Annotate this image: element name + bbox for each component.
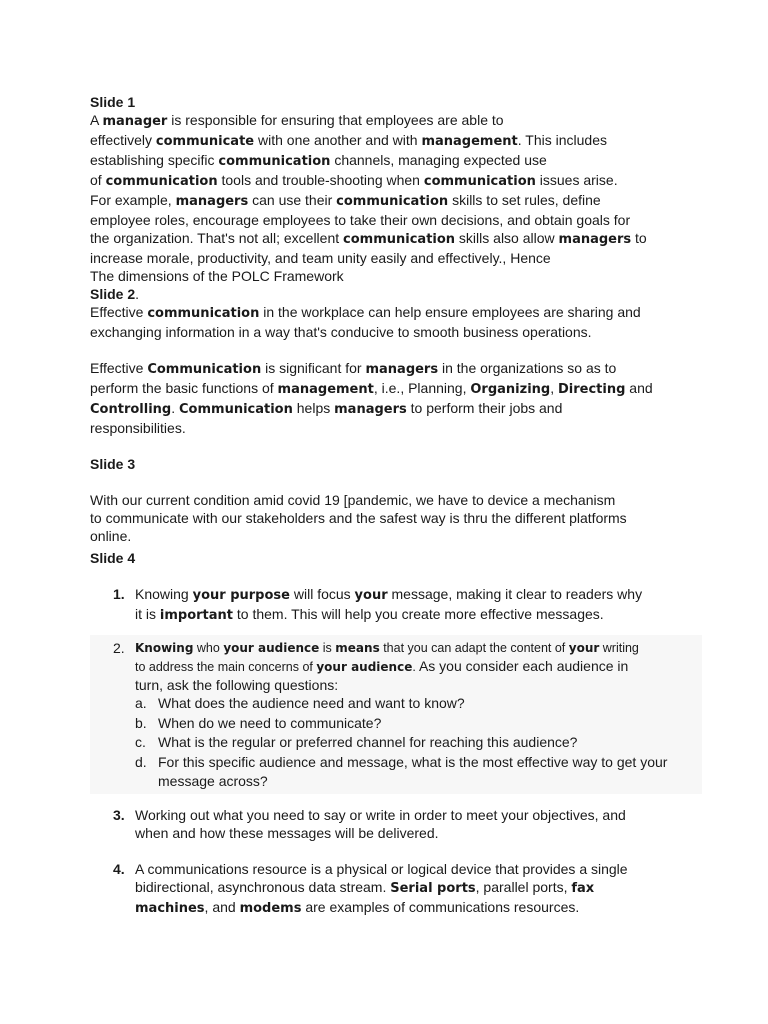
text-run: skills also allow [455, 230, 559, 246]
spacer [90, 625, 690, 635]
slide-3-heading: Slide 3 [90, 456, 136, 472]
text-run: to perform their jobs and [406, 400, 563, 416]
text-run: employee roles, encourage employees to take their own decisions, and obtain goals for [90, 212, 631, 228]
text-run: it is [135, 606, 160, 622]
text-run: to them. This will help you create more effective messages. [233, 606, 604, 622]
text-line [90, 399, 690, 419]
text-run: turn, ask the following questions: [135, 677, 339, 693]
text-run: to [631, 230, 647, 246]
text-run: , [550, 380, 558, 396]
bold-term: communication [423, 174, 536, 189]
text-line [90, 379, 690, 399]
bold-term: communication [147, 306, 260, 321]
text-run: issues arise. [535, 172, 618, 188]
text-run: is responsible for ensuring that employees are able to [167, 112, 504, 128]
text-run: increase morale, productivity, and team unity easily and effectively., Hence [90, 250, 551, 266]
text-run: writing [599, 641, 639, 655]
slide-2-heading-suffix: . [135, 286, 140, 302]
bold-term: your [354, 588, 388, 603]
slide-4-list [90, 585, 690, 918]
text-run: to address the main concerns of [135, 660, 317, 674]
bold-term: machines [135, 900, 205, 916]
text-run: helps [292, 400, 335, 416]
text-line [90, 419, 690, 437]
text-run: and [625, 380, 653, 396]
text-line [90, 131, 690, 151]
text-line [90, 171, 690, 191]
bold-term: communicate [155, 134, 255, 149]
text-run: with one another and with [254, 132, 422, 148]
list-item-3 [90, 806, 690, 842]
list-item-text [135, 860, 690, 918]
text-run: perform the basic functions of [90, 380, 278, 396]
bold-term: Knowing [135, 641, 194, 655]
bold-term: your [568, 641, 600, 655]
text-run: For example, [90, 192, 176, 208]
list-item-number: 4. [113, 860, 125, 877]
text-run: are examples of communications resources. [301, 898, 580, 915]
text-run: skills to set rules, define [448, 192, 601, 208]
question-text: What is the regular or preferred channel for reaching this audience? [158, 734, 578, 750]
question-text: For this specific audience and message, what is the most effective way to get your message across? [158, 753, 668, 789]
text-run: can use their [248, 192, 337, 208]
bold-term: communication [336, 194, 449, 209]
text-line [90, 491, 690, 509]
spacer [90, 437, 690, 455]
text-line [90, 303, 690, 323]
text-run: A communications resource is a physical or logical device that provides a single [135, 860, 628, 877]
bold-term: management [277, 382, 374, 397]
spacer [90, 567, 690, 585]
list-item-number: 2. [113, 640, 125, 656]
text-line [90, 151, 690, 171]
text-run: when and how these messages will be delivered. [135, 824, 439, 841]
bold-term: managers [558, 232, 632, 247]
question-item-b [135, 714, 702, 734]
text-run: is [319, 641, 336, 655]
spacer [90, 473, 690, 491]
bold-term: Serial ports [390, 880, 476, 896]
bold-term: modems [239, 900, 302, 916]
document-body [90, 93, 690, 918]
text-line [90, 111, 690, 131]
text-line [135, 898, 690, 918]
text-line [135, 676, 702, 694]
list-item-1 [90, 585, 690, 625]
text-run: , parallel ports, [475, 878, 572, 895]
text-run: in the organizations so as to [438, 360, 617, 376]
slide-3-paragraph [90, 491, 690, 545]
bold-term: important [159, 608, 233, 623]
text-line [135, 605, 690, 625]
question-letter: a. [135, 695, 147, 711]
text-run: . This includes [517, 132, 607, 148]
text-run: Effective [90, 360, 148, 376]
text-run: who [193, 641, 224, 655]
question-text: What does the audience need and want to know? [158, 695, 465, 711]
question-letter: c. [135, 734, 146, 750]
text-line [135, 878, 690, 898]
text-run: the organization. That's not all; excellent [90, 230, 344, 246]
text-run: A [90, 112, 103, 128]
slide-3-section [90, 455, 690, 545]
bold-term: Controlling [90, 402, 172, 417]
bold-term: management [421, 134, 518, 149]
text-line [135, 860, 690, 878]
text-run: , and [204, 898, 240, 915]
text-line [90, 527, 690, 545]
text-run: As you consider each audience in [415, 658, 629, 674]
question-item-c [135, 733, 702, 753]
spacer [90, 842, 690, 860]
text-run: Effective [90, 304, 148, 320]
list-item-number: 1. [113, 586, 125, 602]
slide-2-section [90, 285, 690, 437]
text-line [90, 191, 690, 211]
bold-term: Directing [558, 382, 626, 397]
text-run: establishing specific [90, 152, 219, 168]
text-line [90, 323, 690, 341]
list-item-number: 3. [113, 806, 125, 823]
text-line [90, 249, 690, 267]
text-line [90, 359, 690, 379]
slide-4-section [90, 549, 690, 918]
text-run: channels, managing expected use [330, 152, 547, 168]
text-run: tools and trouble-shooting when [217, 172, 424, 188]
text-line [135, 585, 690, 605]
bold-term: your audience [223, 641, 320, 655]
question-item-d [135, 753, 702, 792]
slide-4-heading: Slide 4 [90, 550, 136, 566]
text-run: Knowing [135, 586, 193, 602]
bold-term: fax [571, 880, 595, 896]
list-item-text [135, 806, 690, 842]
question-item-a [135, 694, 702, 714]
text-line [135, 806, 690, 824]
text-line [90, 211, 690, 229]
text-run: . [171, 400, 179, 416]
bold-term: Communication [147, 362, 262, 377]
question-text: When do we need to communicate? [158, 714, 382, 731]
question-letter: d. [135, 753, 147, 770]
text-run: effectively [90, 132, 156, 148]
spacer [90, 794, 690, 806]
slide-1-heading: Slide 1 [90, 94, 136, 110]
bold-term: your audience [316, 660, 413, 674]
text-run: of [90, 172, 106, 188]
text-run: . [412, 660, 416, 674]
bold-term: managers [175, 194, 249, 209]
text-run: bidirectional, asynchronous data stream. [135, 878, 391, 895]
slide-1-paragraph [90, 111, 690, 285]
bold-term: manager [102, 114, 168, 129]
list-item-text [135, 676, 702, 694]
text-line [135, 824, 690, 842]
bold-term: your purpose [192, 588, 290, 603]
list-item-text [135, 585, 690, 625]
list-item-small-text [135, 639, 702, 676]
slide-2-paragraph-2 [90, 359, 690, 437]
text-run: message, making it clear to readers why [387, 586, 643, 602]
text-run: in the workplace can help ensure employees are sharing and [259, 304, 641, 320]
text-run: The dimensions of the POLC Framework [90, 268, 344, 284]
slide-1-section [90, 93, 690, 285]
slide-2-paragraph-1 [90, 303, 690, 341]
bold-term: means [335, 641, 380, 655]
question-letter: b. [135, 714, 147, 731]
text-line [90, 509, 690, 527]
text-run: Working out what you need to say or write in order to meet your objectives, and [135, 806, 626, 823]
text-run: With our current condition amid covid 19 [pandemic, we have to device a mechanism [90, 492, 616, 508]
spacer [90, 341, 690, 359]
bold-term: communication [343, 232, 456, 247]
text-run: to communicate with our stakeholders and the safest way is thru the different platforms [90, 510, 627, 526]
question-list [135, 694, 702, 792]
text-line [135, 639, 702, 657]
bold-term: communication [218, 154, 331, 169]
text-run: will focus [289, 586, 355, 602]
text-run: that you can adapt the content of [379, 641, 569, 655]
text-line [90, 267, 690, 285]
bold-term: communication [105, 174, 218, 189]
text-line [135, 657, 702, 676]
bold-term: managers [334, 402, 407, 417]
text-line [90, 229, 690, 249]
bold-term: Organizing [470, 382, 551, 397]
slide-2-heading: Slide 2 [90, 286, 136, 302]
list-item-2 [90, 635, 702, 794]
text-run: , i.e., Planning, [373, 380, 471, 396]
bold-term: Communication [179, 402, 293, 417]
slide-2-heading-line [90, 285, 690, 303]
text-run: is significant for [261, 360, 366, 376]
text-run: online. [90, 528, 132, 544]
text-run: exchanging information in a way that's conducive to smooth business operations. [90, 324, 592, 340]
bold-term: managers [365, 362, 439, 377]
text-run: responsibilities. [90, 420, 186, 436]
list-item-4 [90, 860, 690, 918]
